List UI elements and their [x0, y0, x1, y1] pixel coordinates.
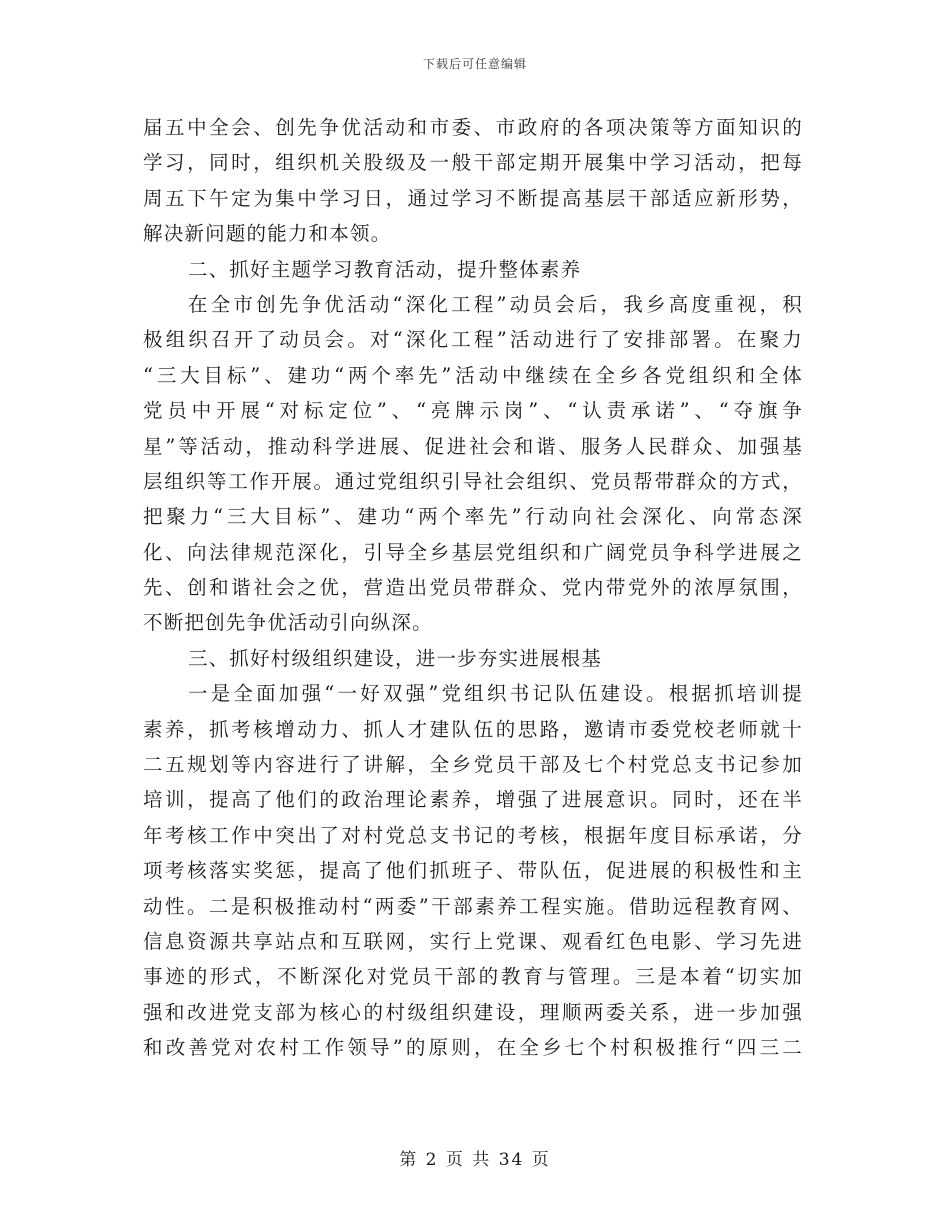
- text-line: 把聚力“三大目标”、建功“两个率先”行动向社会深化、向常态深: [143, 505, 803, 529]
- text-line: 动性。二是积极推动村“两委”干部素养工程实施。借助远程教育网、: [143, 894, 803, 918]
- page-header: 下载后可任意编辑: [422, 57, 527, 71]
- text-line: 化、向法律规范深化，引导全乡基层党组织和广阔党员争科学进展之: [143, 540, 803, 564]
- text-line: 星”等活动，推动科学进展、促进社会和谐、服务人民群众、加强基: [143, 434, 803, 458]
- text-line: 素养，抓考核增动力、抓人才建队伍的思路，邀请市委党校老师就十: [143, 717, 803, 741]
- text-line: 不断把创先争优活动引向纵深。: [143, 611, 433, 635]
- text-line: 层组织等工作开展。通过党组织引导社会组织、党员帮带群众的方式，: [143, 469, 803, 493]
- text-line: 解决新问题的能力和本领。: [143, 222, 392, 246]
- text-line: 届五中全会、创先争优活动和市委、市政府的各项决策等方面知识的: [143, 116, 803, 139]
- text-line: 学习，同时，组织机关股级及一般干部定期开展集中学习活动，把每: [143, 151, 803, 175]
- text-line: 先、创和谐社会之优，营造出党员带群众、党内带党外的浓厚氛围，: [143, 576, 803, 600]
- text-line: 周五下午定为集中学习日，通过学习不断提高基层干部适应新形势，: [143, 186, 803, 210]
- text-line: 极组织召开了动员会。对“深化工程”活动进行了安排部署。在聚力: [143, 328, 803, 352]
- text-line: 在全市创先争优活动“深化工程”动员会后，我乡高度重视，积: [188, 292, 803, 316]
- text-line: 一是全面加强“一好双强”党组织书记队伍建设。根据抓培训提: [188, 682, 803, 706]
- text-line: 二、抓好主题学习教育活动，提升整体素养: [188, 257, 582, 281]
- text-line: 培训，提高了他们的政治理论素养，增强了进展意识。同时，还在半: [143, 788, 803, 812]
- text-line: 信息资源共享站点和互联网，实行上党课、观看红色电影、学习先进: [143, 929, 803, 953]
- text-line: 和改善党对农村工作领导”的原则，在全乡七个村积极推行“四三二: [143, 1036, 803, 1060]
- page-footer: 第 2 页 共 34 页: [399, 1150, 551, 1170]
- text-line: 事迹的形式，不断深化对党员干部的教育与管理。三是本着“切实加: [143, 965, 803, 989]
- text-line: 三、抓好村级组织建设，进一步夯实进展根基: [188, 646, 603, 670]
- text-line: 党员中开展“对标定位”、“亮牌示岗”、“认责承诺”、“夺旗争: [143, 399, 803, 423]
- text-line: 强和改进党支部为核心的村级组织建设，理顺两委关系，进一步加强: [143, 1000, 803, 1024]
- text-line: 项考核落实奖惩，提高了他们抓班子、带队伍，促进展的积极性和主: [143, 859, 803, 883]
- text-line: “三大目标”、建功“两个率先”活动中继续在全乡各党组织和全体: [143, 363, 803, 387]
- document-body: [143, 110, 803, 1066]
- text-line: 二五规划等内容进行了讲解，全乡党员干部及七个村党总支书记参加: [143, 753, 803, 777]
- text-line: 年考核工作中突出了对村党总支书记的考核，根据年度目标承诺，分: [143, 823, 803, 847]
